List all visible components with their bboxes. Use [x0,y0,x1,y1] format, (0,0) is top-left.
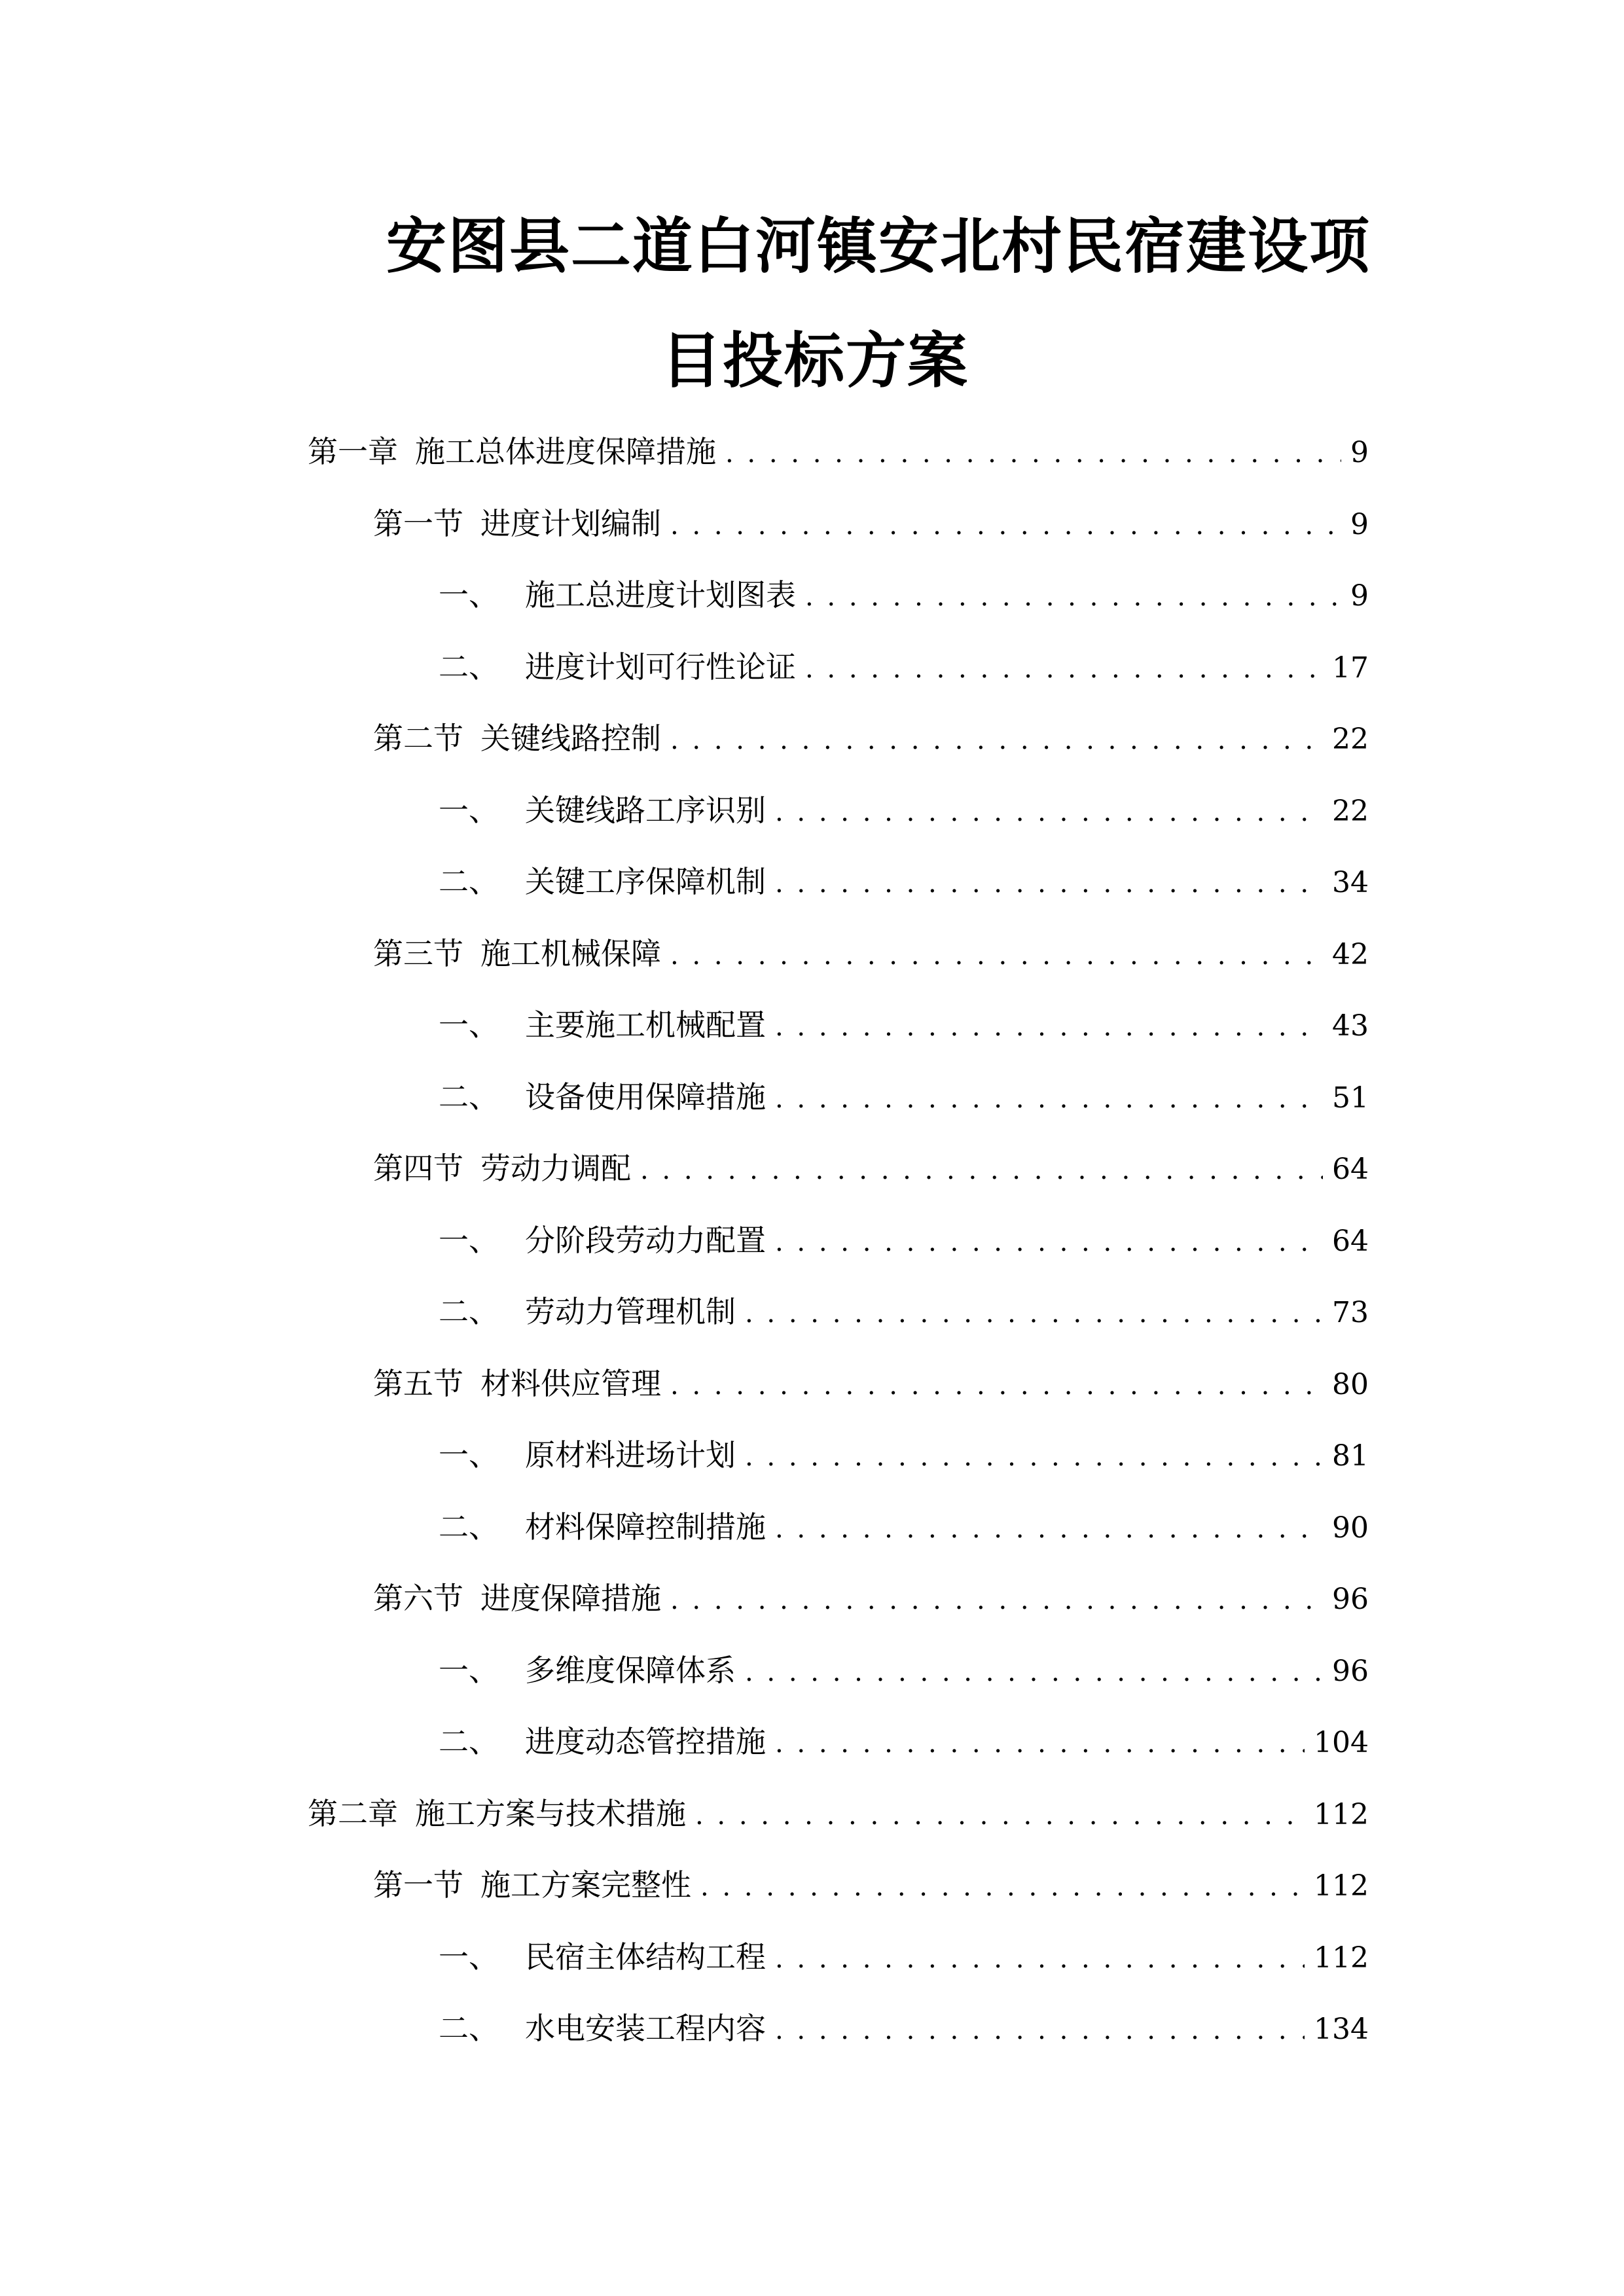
toc-dot-leader [695,1796,1305,1835]
toc-entry-label [373,1579,661,1618]
toc-entry-title: 主要施工机械配置 [525,1007,766,1043]
toc-dot-leader [670,1581,1323,1620]
toc-entry[interactable] [373,1579,1369,1618]
toc-page-number: 9 [1350,579,1369,613]
toc-dot-leader [745,1653,1323,1692]
toc-entry-number: 第五节 [373,1366,463,1401]
toc-entry-label [373,1364,661,1403]
toc-dot-leader [670,936,1323,975]
toc-entry[interactable] [439,1722,1369,1761]
toc-entry-title: 进度动态管控措施 [525,1724,766,1759]
toc-entry-number: 一、 [439,1007,499,1043]
toc-entry-title: 多维度保障体系 [525,1653,736,1688]
toc-dot-leader [670,721,1323,760]
toc-page-number: 17 [1332,651,1369,685]
toc-entry[interactable] [439,1221,1369,1260]
toc-dot-leader [745,1294,1323,1333]
toc-entry-title: 进度计划编制 [480,506,661,541]
toc-entry-label [373,1865,691,1905]
toc-dot-leader [670,506,1341,545]
toc-entry-label [373,1149,631,1188]
toc-entry-number: 一、 [439,1437,499,1473]
toc-page-number: 42 [1332,938,1369,971]
toc-entry-title: 进度保障措施 [480,1581,661,1616]
toc-entry-number: 一、 [439,577,499,613]
toc-entry-label [439,575,796,615]
toc-entry-title: 施工方案与技术措施 [415,1796,686,1831]
toc-dot-leader [775,864,1323,903]
toc-page-number: 112 [1314,1941,1369,1975]
toc-entry-label [439,1722,766,1761]
toc-page-number: 64 [1332,1225,1369,1258]
toc-entry[interactable] [308,1794,1369,1833]
toc-page-number: 134 [1314,2013,1369,2046]
toc-entry-title: 施工总进度计划图表 [525,577,796,613]
toc-entry-title: 水电安装工程内容 [525,2011,766,2046]
toc-entry-title: 关键线路工序识别 [525,793,766,828]
toc-entry-label [439,2009,766,2048]
toc-page-number: 64 [1332,1153,1369,1186]
toc-entry[interactable] [439,2009,1369,2048]
toc-dot-leader [775,793,1323,832]
toc-page-number: 112 [1314,1869,1369,1903]
toc-dot-leader [775,1007,1323,1047]
toc-entry[interactable] [373,719,1369,758]
toc-page-number: 96 [1332,1583,1369,1616]
toc-entry-label [308,1794,686,1833]
toc-entry[interactable] [373,1364,1369,1403]
toc-entry-number: 二、 [439,1079,499,1115]
toc-entry[interactable] [439,647,1369,687]
toc-entry-number: 第四节 [373,1151,463,1186]
toc-entry[interactable] [373,1149,1369,1188]
toc-dot-leader [775,1939,1305,1979]
toc-dot-leader [805,577,1341,617]
toc-dot-leader [640,1151,1323,1190]
toc-entry-number: 二、 [439,1509,499,1545]
toc-entry-title: 关键工序保障机制 [525,864,766,899]
toc-entry-label [439,647,796,687]
toc-entry-title: 民宿主体结构工程 [525,1939,766,1975]
toc-entry-title: 施工总体进度保障措施 [415,434,716,469]
toc-entry-number: 第一章 [308,434,398,469]
toc-entry-label [439,1507,766,1547]
toc-entry-label [373,504,661,543]
toc-dot-leader [775,1724,1305,1763]
toc-page-number: 9 [1350,508,1369,541]
toc-dot-leader [775,1079,1323,1119]
toc-entry-number: 二、 [439,1724,499,1759]
toc-entry-number: 二、 [439,649,499,685]
toc-dot-leader [775,1509,1323,1549]
toc-page-number: 96 [1332,1655,1369,1688]
toc-entry-label [439,1077,766,1117]
toc-dot-leader [775,2011,1305,2050]
toc-page-number: 51 [1332,1081,1369,1115]
toc-page-number: 104 [1314,1726,1369,1759]
toc-page-number: 34 [1332,866,1369,899]
toc-entry-label [373,934,661,973]
toc-entry-number: 第六节 [373,1581,463,1616]
toc-page-number: 43 [1332,1009,1369,1043]
toc-entry[interactable] [439,862,1369,901]
toc-page-number: 112 [1314,1798,1369,1831]
toc-entry-number: 二、 [439,864,499,899]
toc-entry[interactable] [439,1292,1369,1331]
toc-entry[interactable] [439,1651,1369,1690]
document-title-line-1: 安图县二道白河镇安北村民宿建设项 [386,211,1371,281]
toc-entry-label [308,432,716,471]
toc-entry[interactable] [439,1435,1369,1475]
toc-entry-title: 施工方案完整性 [480,1867,691,1903]
toc-entry-label [439,1005,766,1045]
toc-entry-number: 一、 [439,793,499,828]
toc-entry-number: 第二节 [373,721,463,756]
toc-entry-title: 劳动力管理机制 [525,1294,736,1329]
toc-entry-number: 二、 [439,2011,499,2046]
toc-dot-leader [700,1867,1305,1907]
toc-entry-number: 二、 [439,1294,499,1329]
toc-dot-leader [725,434,1341,473]
toc-page-number: 90 [1332,1511,1369,1545]
toc-entry-number: 第一节 [373,1867,463,1903]
toc-page-number: 22 [1332,795,1369,828]
toc-entry[interactable] [439,575,1369,615]
toc-entry-title: 施工机械保障 [480,936,661,971]
toc-entry-title: 进度计划可行性论证 [525,649,796,685]
toc-dot-leader [670,1366,1323,1405]
toc-entry-title: 关键线路控制 [480,721,661,756]
toc-entry-title: 材料保障控制措施 [525,1509,766,1545]
toc-entry-label [439,1292,736,1331]
toc-entry-label [439,1651,736,1690]
toc-entry-label [439,791,766,830]
toc-dot-leader [745,1437,1323,1477]
toc-entry-number: 第二章 [308,1796,398,1831]
toc-page-number: 73 [1332,1296,1369,1329]
toc-entry-number: 一、 [439,1939,499,1975]
toc-entry[interactable] [439,1005,1369,1045]
toc-entry[interactable] [439,1937,1369,1977]
toc-entry-label [439,1221,766,1260]
toc-entry-number: 一、 [439,1223,499,1258]
toc-page-number: 81 [1332,1439,1369,1473]
toc-dot-leader [775,1223,1323,1262]
toc-page-number: 22 [1332,723,1369,756]
document-title-line-2: 目投标方案 [661,325,969,396]
toc-page-number: 80 [1332,1368,1369,1401]
toc-entry-number: 第一节 [373,506,463,541]
toc-entry[interactable] [373,934,1369,973]
toc-entry-title: 原材料进场计划 [525,1437,736,1473]
toc-entry-number: 一、 [439,1653,499,1688]
toc-entry-title: 劳动力调配 [480,1151,631,1186]
toc-dot-leader [805,649,1323,689]
toc-entry[interactable] [439,791,1369,830]
toc-page-number: 9 [1350,436,1369,469]
toc-entry[interactable] [439,1077,1369,1117]
toc-entry-label [439,862,766,901]
toc-entry[interactable] [373,504,1369,543]
toc-entry-title: 材料供应管理 [480,1366,661,1401]
toc-entry-label [373,719,661,758]
toc-entry-number: 第三节 [373,936,463,971]
toc-entry-title: 分阶段劳动力配置 [525,1223,766,1258]
toc-entry[interactable] [308,432,1369,471]
toc-entry-label [439,1937,766,1977]
toc-entry-title: 设备使用保障措施 [525,1079,766,1115]
toc-entry[interactable] [439,1507,1369,1547]
toc-entry-label [439,1435,736,1475]
toc-entry[interactable] [373,1865,1369,1905]
